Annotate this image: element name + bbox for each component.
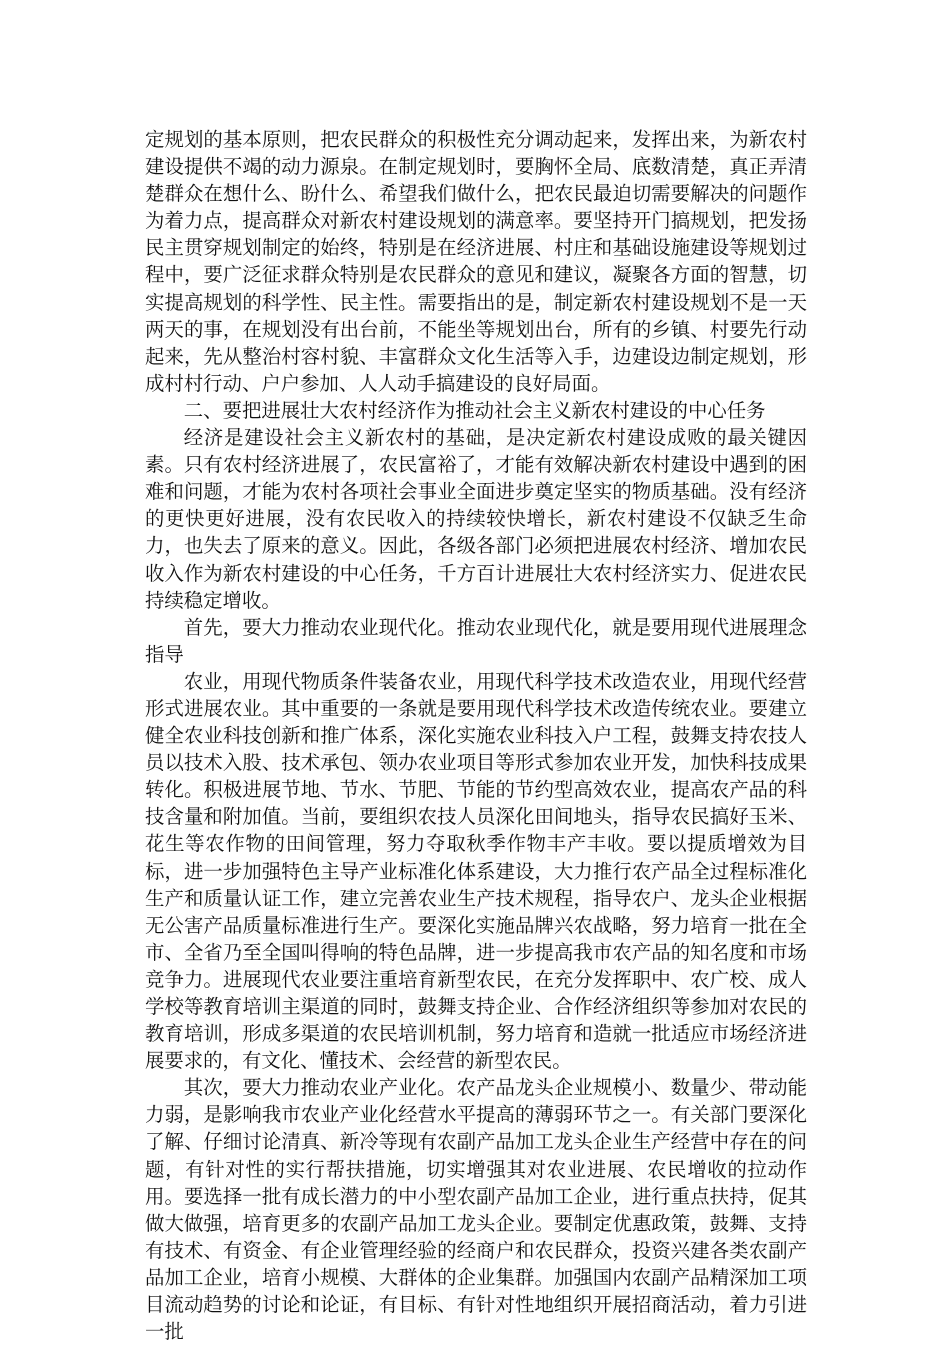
paragraph-first-modernization: 首先，要大力推动农业现代化。推动农业现代化，就是要用现代进展理念指导	[145, 615, 807, 666]
paragraph-planning-principles: 定规划的基本原则，把农民群众的积极性充分调动起来，发挥出来，为新农村建设提供不竭的动力源泉。在制定规划时，要胸怀全局、底数清楚，真正弄清楚群众在想什么、盼什么、希望我们做什么，把农民最迫切需要解决的问题作为着力点，提高群众对新农村建设规划的满意率。要坚持开门搞规划，把发扬民主贯穿规划制定的始终，特别是在经济进展、村庄和基础设施建设等规划过程中，要广泛征求群众特别是农民群众的意见和建议，凝聚各方面的智慧，切实提高规划的科学性、民主性。需要指出的是，制定新农村建设规划不是一天两天的事，在规划没有出台前，不能坐等规划出台，所有的乡镇、村要先行动起来，先从整治村容村貌、丰富群众文化生活等入手，边建设边制定规划，形成村村行动、户户参加、人人动手搞建设的良好局面。	[145, 128, 807, 395]
section-heading-rural-economy: 二、要把进展壮大农村经济作为推动社会主义新农村建设的中心任务	[183, 398, 766, 422]
document-body	[145, 126, 807, 1345]
paragraph-modern-agriculture: 农业，用现代物质条件装备农业，用现代科学技术改造农业，用现代经营形式进展农业。其中重要的一条就是要用现代科学技术改造传统农业。要建立健全农业科技创新和推广体系，深化实施农业科技入户工程，鼓舞支持农技人员以技术入股、技术承包、领办农业项目等形式参加农业开发，加快科技成果转化。积极进展节地、节水、节肥、节能的节约型高效农业，提高农产品的科技含量和附加值。当前，要组织农技人员深化田间地头，指导农民搞好玉米、花生等农作物的田间管理，努力夺取秋季作物丰产丰收。要以提质增效为目标，进一步加强特色主导产业标准化体系建设，大力推行农产品全过程标准化生产和质量认证工作，建立完善农业生产技术规程，指导农户、龙头企业根据无公害产品质量标准进行生产。要深化实施品牌兴农战略，努力培育一批在全市、全省乃至全国叫得响的特色品牌，进一步提高我市农产品的知名度和市场竞争力。进展现代农业要注重培育新型农民，在充分发挥职中、农广校、成人学校等教育培训主渠道的同时，鼓舞支持企业、合作经济组织等参加对农民的教育培训，形成多渠道的农民培训机制，努力培育和造就一批适应市场经济进展要求的，有文化、懂技术、会经营的新型农民。	[145, 669, 807, 1073]
paragraph-economy-foundation: 经济是建设社会主义新农村的基础，是决定新农村建设成败的最关键因素。只有农村经济进展了，农民富裕了，才能有效解决新农村建设中遇到的困难和问题，才能为农村各项社会事业全面进步奠定坚实的物质基础。没有经济的更快更好进展，没有农民收入的持续较快增长，新农村建设不仅缺乏生命力，也失去了原来的意义。因此，各级各部门必须把进展农村经济、增加农民收入作为新农村建设的中心任务，千方百计进展壮大农村经济实力、促进农民持续稳定增收。	[145, 426, 807, 612]
paragraph-second-industrialization: 其次，要大力推动农业产业化。农产品龙头企业规模小、数量少、带动能力弱，是影响我市农业产业化经营水平提高的薄弱环节之一。有关部门要深化了解、仔细讨论清真、新冷等现有农副产品加工龙头企业生产经营中存在的问题，有针对性的实行帮扶措施，切实增强其对农业进展、农民增收的拉动作用。要选择一批有成长潜力的中小型农副产品加工企业，进行重点扶持，促其做大做强，培育更多的农副产品加工龙头企业。要制定优惠政策，鼓舞、支持有技术、有资金、有企业管理经验的经商户和农民群众，投资兴建各类农副产品加工企业，培育小规模、大群体的企业集群。加强国内农副产品精深加工项目流动趋势的讨论和论证，有目标、有针对性地组织开展招商活动，着力引进一批	[145, 1076, 807, 1344]
